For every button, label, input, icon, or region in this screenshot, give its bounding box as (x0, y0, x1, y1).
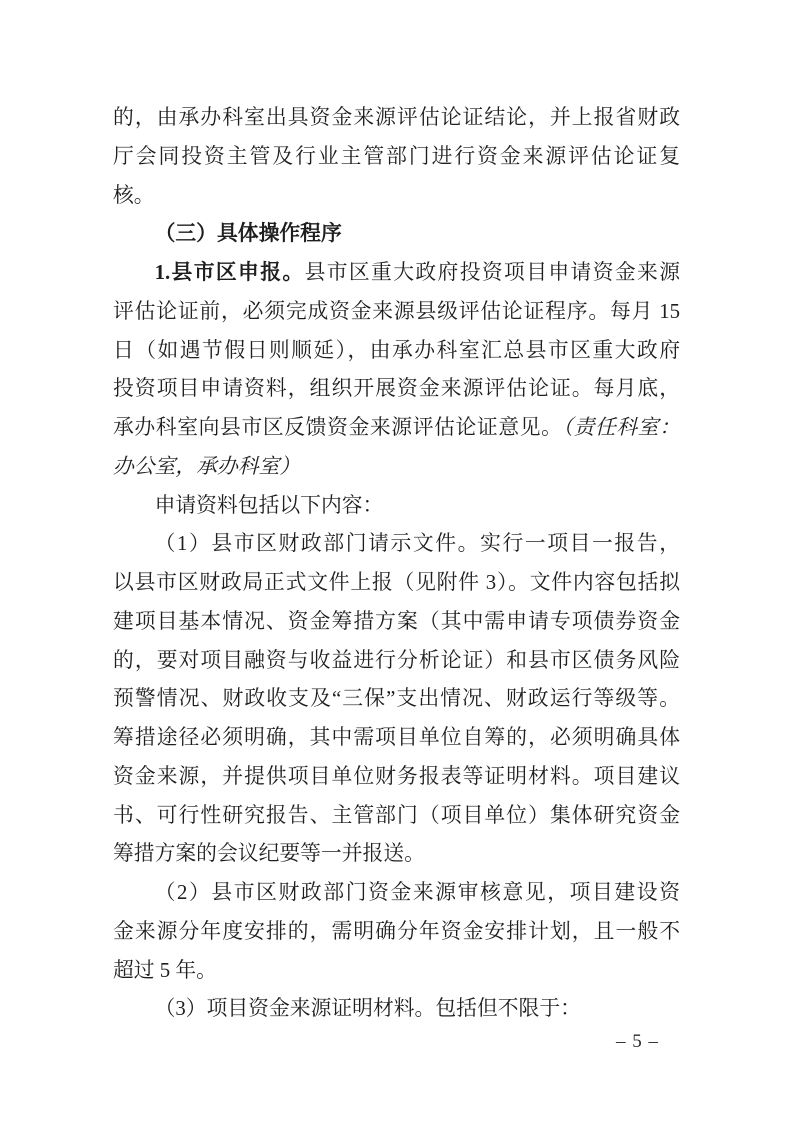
para-5-line-1 (113, 874, 680, 913)
text-segment-normal: （1）县市区财政部门请示文件。实行一项目一报告， (154, 532, 680, 556)
text-segment-normal: 投资项目申请资料，组织开展资金来源评估论证。每月底， (113, 377, 680, 401)
text-segment-bold: 1.县市区申报。 (154, 261, 305, 284)
text-segment-normal: 预警情况、财政收支及“三保”支出情况、财政运行等级等。 (113, 687, 680, 711)
para-4-line-4 (113, 642, 680, 681)
para-2-line-4 (113, 370, 680, 409)
para-1-line-1 (113, 99, 680, 138)
document-body (113, 99, 680, 1029)
text-segment-kaiti: （责任科室： (562, 416, 680, 439)
text-segment-normal: 承办科室向县市区反馈资金来源评估论证意见。 (113, 416, 563, 439)
para-2-line-5 (113, 409, 680, 448)
para-4-line-9 (113, 835, 680, 874)
text-segment-normal: 日（如遇节假日则顺延），由承办科室汇总县市区重大政府 (113, 338, 680, 362)
text-segment-normal: 的，由承办科室出具资金来源评估论证结论，并上报省财政 (113, 106, 680, 129)
page-number: – 5 – (616, 1031, 659, 1052)
para-4-line-6 (113, 719, 680, 758)
text-segment-normal: 筹措方案的会议纪要等一并报送。 (113, 842, 425, 866)
para-4-line-8 (113, 797, 680, 836)
para-4-line-5 (113, 680, 680, 719)
text-segment-normal: 超过 5 年。 (113, 958, 217, 982)
para-1-line-2 (113, 138, 680, 177)
text-segment-normal: （2）县市区财政部门资金来源审核意见，项目建设资 (154, 881, 680, 904)
text-segment-normal: 评估论证前，必须完成资金来源县级评估论证程序。每月 15 (113, 299, 680, 323)
text-segment-normal: 厅会同投资主管及行业主管部门进行资金来源评估论证复 (113, 144, 680, 168)
para-2-line-6 (113, 448, 680, 487)
text-segment-normal: 县市区重大政府投资项目申请资金来源 (304, 261, 680, 284)
text-segment-normal: （3）项目资金来源证明材料。包括但不限于： (154, 997, 581, 1021)
text-segment-normal: 资金来源，并提供项目单位财务报表等证明材料。项目建议 (113, 764, 680, 788)
text-segment-normal: 筹措途径必须明确，其中需项目单位自筹的，必须明确具体 (113, 726, 680, 749)
text-segment-normal: 以县市区财政局正式文件上报（见附件 3）。文件内容包括拟 (113, 571, 680, 594)
para-2-line-3 (113, 332, 680, 371)
para-4-line-1 (113, 525, 680, 564)
para-2-line-1 (113, 254, 680, 293)
text-segment-normal: 建项目基本情况、资金筹措方案（其中需申请专项债券资金 (113, 609, 680, 633)
text-segment-normal: 的，要对项目融资与收益进行分析论证）和县市区债务风险 (113, 648, 680, 672)
section-heading (113, 215, 680, 254)
para-3-line-1 (113, 487, 680, 526)
para-4-line-2 (113, 564, 680, 603)
para-2-line-2 (113, 293, 680, 332)
para-6-line-1 (113, 990, 680, 1029)
para-5-line-3 (113, 952, 680, 991)
para-5-line-2 (113, 913, 680, 952)
text-segment-normal: 核。 (113, 183, 155, 207)
text-segment-normal: 申请资料包括以下内容： (154, 493, 384, 517)
para-4-line-7 (113, 758, 680, 797)
text-segment-kaiti: 办公室，承办科室） (113, 454, 301, 478)
text-segment-bold: （三）具体操作程序 (154, 222, 342, 246)
para-4-line-3 (113, 603, 680, 642)
para-1-line-3 (113, 177, 680, 216)
text-segment-normal: 书、可行性研究报告、主管部门（项目单位）集体研究资金 (113, 803, 680, 827)
text-segment-normal: 金来源分年度安排的，需明确分年资金安排计划，且一般不 (113, 919, 680, 943)
